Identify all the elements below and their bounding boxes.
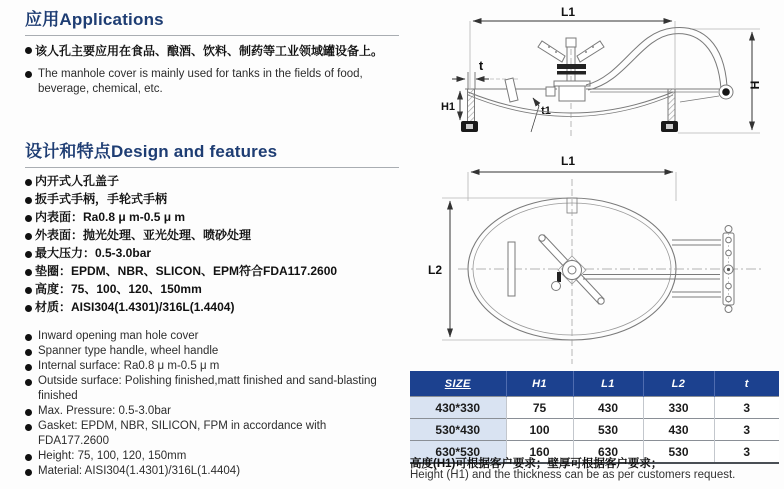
applications-bullet-zh xyxy=(25,43,399,59)
dimension-lines xyxy=(452,21,752,132)
table-row xyxy=(410,419,779,441)
list-item xyxy=(25,344,390,359)
design-features-title: 设计和特点Design and features xyxy=(25,137,399,168)
bullet-dot-icon xyxy=(25,251,32,258)
table-cell: 75 xyxy=(506,397,573,419)
feature-zh-text: 内表面：Ra0.8 μ m-0.5 μ m xyxy=(35,210,186,224)
table-cell: 530 xyxy=(573,419,643,441)
top-view-drawing xyxy=(408,143,782,371)
table-cell: 530 xyxy=(643,441,714,464)
table-row xyxy=(410,397,779,419)
feature-zh-text: 外表面：抛光处理、亚光处理、喷砂处理 xyxy=(35,228,252,242)
list-item xyxy=(25,374,390,404)
feature-en-text: Gasket: EPDM, NBR, SILICON, FPM in accordance with FDA177.2600 xyxy=(38,420,327,447)
bullet-dot-icon xyxy=(25,269,32,276)
list-item xyxy=(25,193,337,206)
dim-label-l2: L2 xyxy=(427,263,443,277)
manhole-body xyxy=(465,72,719,122)
internal-handle xyxy=(508,235,604,304)
bullet-dot-icon xyxy=(25,469,32,476)
feature-en-text: Outside surface: Polishing finished,matt finished and sand-blasting finished xyxy=(38,375,377,402)
feature-en-text: Internal surface: Ra0.8 μ m-0.5 μ m xyxy=(38,360,220,372)
side-view-drawing xyxy=(408,2,782,142)
design-features-zh-list xyxy=(25,175,337,319)
design-features-en-list xyxy=(25,329,390,479)
support-feet xyxy=(461,121,678,132)
table-cell: 430*330 xyxy=(410,397,506,419)
applications-bullet-zh-text: 该人孔主要应用在食品、酿酒、饮料、制药等工业领域罐设备上。 xyxy=(35,44,384,58)
bullet-dot-icon xyxy=(25,287,32,294)
table-cell: 3 xyxy=(714,397,779,419)
table-cell: 630*530 xyxy=(410,441,506,464)
applications-title: 应用Applications xyxy=(25,5,399,36)
bullet-dot-icon xyxy=(25,364,32,371)
bullet-dot-icon xyxy=(25,215,32,222)
bullet-dot-icon xyxy=(25,71,32,78)
list-item xyxy=(25,359,390,374)
table-cell: 430 xyxy=(643,419,714,441)
table-header-size: SIZE xyxy=(410,371,506,397)
table-cell: 630 xyxy=(573,441,643,464)
table-header-row xyxy=(410,371,779,397)
applications-bullet-en-text: The manhole cover is mainly used for tanks in the fields of food, beverage, chemical, etc. xyxy=(38,68,363,95)
wheel-rim xyxy=(557,64,586,69)
feature-en-text: Material: AISI304(1.4301)/316L(1.4404) xyxy=(38,465,241,477)
table-cell: 330 xyxy=(643,397,714,419)
table-cell: 160 xyxy=(506,441,573,464)
note-zh: 高度(H1)可根据客户要求；壁厚可根据客户要求； xyxy=(410,458,663,470)
list-item xyxy=(25,265,337,278)
list-item xyxy=(25,404,390,419)
list-item xyxy=(25,301,337,314)
table-cell: 530*430 xyxy=(410,419,506,441)
bullet-dot-icon xyxy=(25,47,32,54)
list-item xyxy=(25,211,337,224)
feature-zh-text: 材质：AISI304(1.4301)/316L(1.4404) xyxy=(35,300,235,314)
dim-label-h: H xyxy=(748,80,762,90)
table-cell: 100 xyxy=(506,419,573,441)
note-en: Height (H1) and the thickness can be as per customers request. xyxy=(410,469,736,481)
bullet-dot-icon xyxy=(25,454,32,461)
pivot-point xyxy=(722,88,730,96)
table-header-l1: L1 xyxy=(573,371,643,397)
dim-label-t: t xyxy=(478,58,484,73)
table-cell: 430 xyxy=(573,397,643,419)
feature-zh-text: 垫圈：EPDM、NBR、SLICON、EPM符合FDA117.2600 xyxy=(35,264,338,278)
table-cell: 3 xyxy=(714,441,779,464)
bullet-dot-icon xyxy=(25,233,32,240)
bullet-dot-icon xyxy=(25,424,32,431)
feature-zh-text: 高度：75、100、120、150mm xyxy=(35,282,202,296)
swing-arm xyxy=(586,27,733,102)
list-item xyxy=(25,464,390,479)
feature-en-text: Max. Pressure: 0.5-3.0bar xyxy=(38,405,171,417)
list-item xyxy=(25,247,337,260)
list-item xyxy=(25,283,337,296)
list-item xyxy=(25,419,390,449)
bullet-dot-icon xyxy=(25,409,32,416)
bullet-dot-icon xyxy=(25,305,32,312)
bullet-dot-icon xyxy=(25,379,32,386)
size-table xyxy=(410,371,779,464)
centerlines xyxy=(458,179,762,364)
applications-bullet-en xyxy=(25,67,403,96)
table-cell: 3 xyxy=(714,419,779,441)
feature-en-text: Spanner type handle, wheel handle xyxy=(38,345,219,357)
dim-label-l1: L1 xyxy=(560,154,576,168)
bullet-dot-icon xyxy=(25,197,32,204)
dim-label-h1: H1 xyxy=(440,101,456,113)
list-item xyxy=(25,175,337,188)
bullet-dot-icon xyxy=(25,334,32,341)
feature-en-text: Inward opening man hole cover xyxy=(38,330,199,342)
list-item xyxy=(25,229,337,242)
table-header-h1: H1 xyxy=(506,371,573,397)
list-item xyxy=(25,329,390,344)
dim-label-t1: t1 xyxy=(541,105,551,117)
feature-zh-text: 内开式人孔盖子 xyxy=(35,174,120,188)
feature-zh-text: 最大压力：0.5-3.0bar xyxy=(35,246,152,260)
dim-label-l1: L1 xyxy=(560,5,576,19)
bullet-dot-icon xyxy=(25,179,32,186)
bullet-dot-icon xyxy=(25,349,32,356)
table-header-l2: L2 xyxy=(643,371,714,397)
feature-en-text: Height: 75, 100, 120, 150mm xyxy=(38,450,187,462)
feature-zh-text: 扳手式手柄，手轮式手柄 xyxy=(35,192,168,206)
list-item xyxy=(25,449,390,464)
table-header-t: t xyxy=(714,371,779,397)
